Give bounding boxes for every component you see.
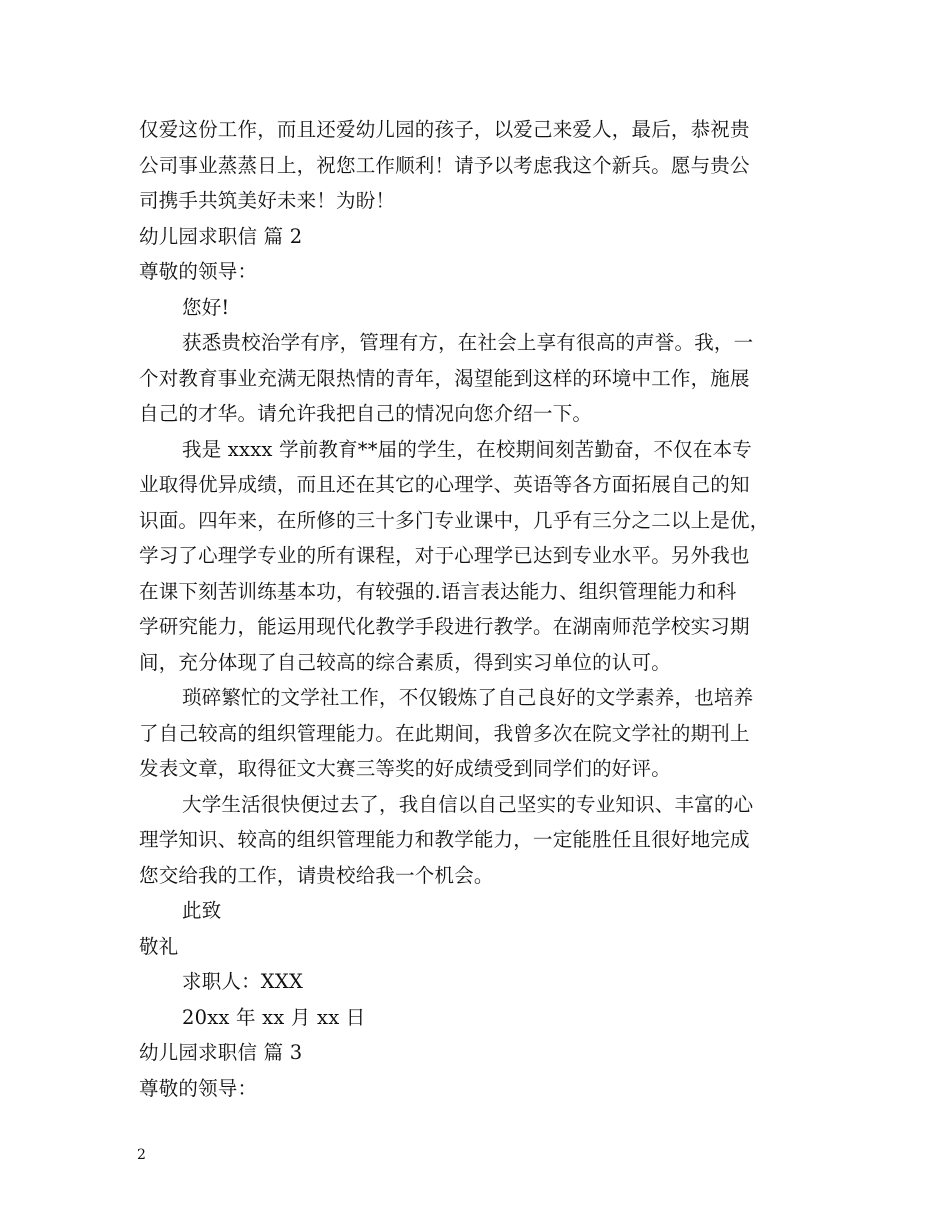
section-heading-3: 幼儿园求职信 篇 3 <box>139 1041 303 1064</box>
text-line-18: 了自己较高的组织管理能力。在此期间，我曾多次在院文学社的期刊上 <box>139 721 750 745</box>
salutation-line-2: 尊敬的领导： <box>139 1076 258 1100</box>
text-line-20: 大学生活很快便过去了，我自信以自己坚实的专业知识、丰富的心 <box>182 792 754 816</box>
text-line-11: 业取得优异成绩，而且还在其它的心理学、英语等各方面拓展自己的知 <box>139 473 750 496</box>
text-line-9: 自己的才华。请允许我把自己的情况向您介绍一下。 <box>139 402 593 425</box>
text-line-12: 识面。四年来，在所修的三十多门专业课中，几乎有三分之二以上是优， <box>139 508 770 532</box>
text-line-13: 学习了心理学专业的所有课程，对于心理学已达到专业水平。另外我也 <box>139 544 750 567</box>
text-line-19: 发表文章，取得征文大赛三等奖的好成绩受到同学们的好评。 <box>139 757 671 780</box>
document-body <box>139 112 819 1106</box>
text-line-7: 获悉贵校治学有序，管理有方，在社会上享有很高的声誉。我，一 <box>182 331 754 354</box>
text-line-10: 我是 xxxx 学前教育**届的学生，在校期间刻苦勤奋，不仅在本专 <box>182 437 752 461</box>
signature-line: 求职人：XXX <box>182 970 304 993</box>
text-line-15: 学研究能力，能运用现代化教学手段进行教学。在湖南师范学校实习期 <box>139 615 750 638</box>
text-line-16: 间，充分体现了自己较高的综合素质，得到实习单位的认可。 <box>139 650 671 674</box>
regards-line: 敬礼 <box>139 934 179 958</box>
greeting-line: 您好! <box>182 295 230 319</box>
section-heading-2: 幼儿园求职信 篇 2 <box>139 224 303 248</box>
closing-line: 此致 <box>182 899 222 922</box>
text-line-1: 仅爱这份工作，而且还爱幼儿园的孩子，以爱己来爱人，最后，恭祝贵 <box>139 118 750 141</box>
text-line-14: 在课下刻苦训练基本功，有较强的.语言表达能力、组织管理能力和科 <box>139 579 737 603</box>
text-line-3: 司携手共筑美好未来！为盼！ <box>139 189 396 212</box>
text-line-22: 您交给我的工作，请贵校给我一个机会。 <box>139 863 494 887</box>
text-line-17: 琐碎繁忙的文学社工作，不仅锻炼了自己良好的文学素养，也培养 <box>182 686 754 709</box>
date-line: 20xx 年 xx 月 xx 日 <box>182 1005 366 1029</box>
page-number: 2 <box>137 1147 146 1163</box>
text-line-2: 公司事业蒸蒸日上，祝您工作顺利！请予以考虑我这个新兵。愿与贵公 <box>139 153 750 177</box>
salutation-line: 尊敬的领导： <box>139 260 258 283</box>
text-line-8: 个对教育事业充满无限热情的青年，渴望能到这样的环境中工作，施展 <box>139 366 750 390</box>
text-line-21: 理学知识、较高的组织管理能力和教学能力，一定能胜任且很好地完成 <box>139 828 750 851</box>
